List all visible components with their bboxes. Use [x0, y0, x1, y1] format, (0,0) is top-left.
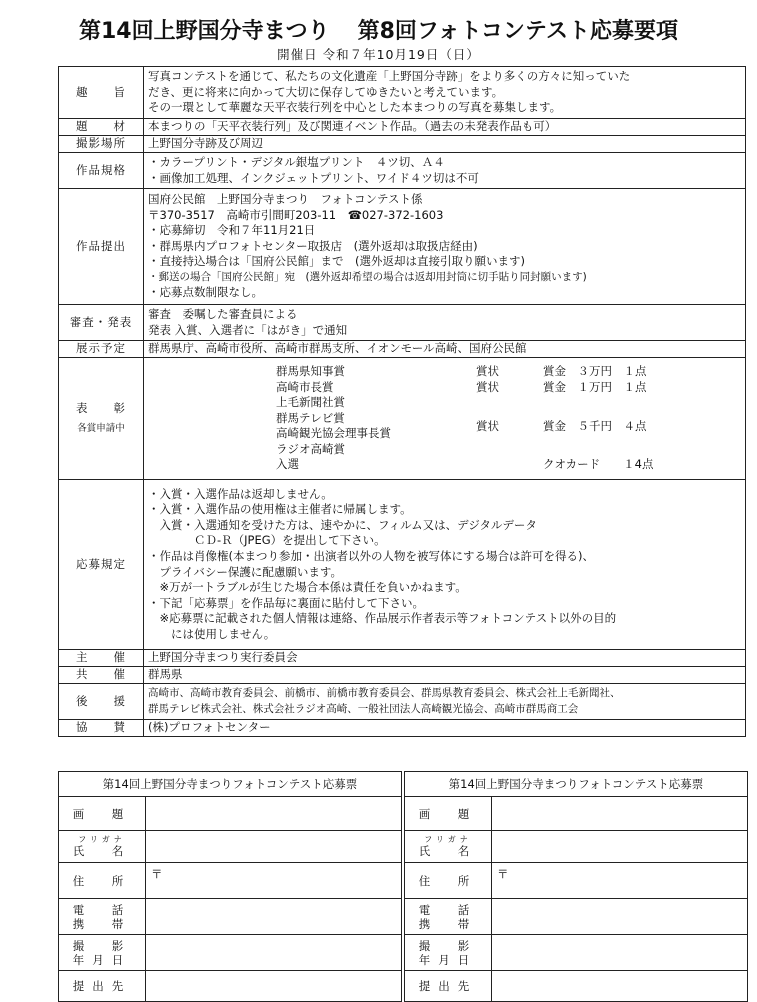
field-title-input[interactable] [492, 797, 748, 831]
submission-line: ・応募締切 令和７年11月21日 [148, 223, 316, 238]
award-prize: 賞金 ３万円 １点 [543, 363, 647, 378]
judging-line: 発表 入賞、入選者に「はがき」で通知 [148, 322, 348, 337]
label-exhibition: 展示予定 [59, 341, 144, 358]
award-row [148, 395, 741, 457]
rules-line: ・入賞・入選作品の使用権は主催者に帰属します。 [148, 502, 412, 517]
award-name: 入選 [276, 457, 299, 472]
co-organizer-text: 群馬県 [144, 667, 746, 684]
guidelines-table [58, 66, 746, 737]
award-type: 賞状 [476, 379, 499, 394]
form-fields [405, 796, 747, 1001]
entry-form-right [404, 771, 748, 1002]
field-address-input[interactable] [146, 863, 402, 899]
award-type: 賞状 [476, 363, 499, 378]
rules-line: ・作品は肖像権(本まつり参加・出演者以外の人物を被写体にする場合は許可を得る)、 [148, 548, 594, 563]
label-purpose: 趣 旨 [59, 67, 144, 119]
submission-line: ・群馬県内プロフォトセンター取扱店 (選外返却は取扱店経由) [148, 238, 478, 253]
label-text: 撮 影 [418, 938, 478, 953]
rules-line: には使用しません。 [148, 626, 276, 641]
submission-line: ・直接持込場合は「国府公民館」まで (選外返却は直接引取り願います) [148, 254, 525, 269]
rules-line: ・下記「応募票」を作品毎に裏面に貼付して下さい。 [148, 595, 424, 610]
label-format: 作品規格 [59, 153, 144, 189]
format-text [144, 153, 746, 189]
judging-line: 審査 委嘱した審査員による [148, 306, 298, 321]
support-text [144, 684, 746, 720]
award-type [476, 457, 543, 473]
label-organizer: 主 催 [59, 650, 144, 667]
subject-text: 本まつりの「天平衣装行列」及び関連イベント作品。（過去の未発表作品も可） [144, 119, 746, 136]
title-contest: 第8回フォトコンテスト応募要項 [357, 19, 679, 44]
rules-text [144, 480, 746, 650]
label-text: 電 話 [418, 902, 478, 917]
award-prize: クオカード １4点 [543, 457, 654, 472]
label-text: 氏 名 [418, 844, 478, 858]
award-prize: 賞金 １万円 １点 [543, 379, 647, 394]
label-text: 携 帯 [418, 916, 478, 931]
purpose-line: その一環として華麗な天平衣装行列を中心とした本まつりの写真を募集します。 [148, 100, 562, 115]
field-label-shoot-date [59, 935, 146, 971]
awards-label: 表 彰 [76, 400, 126, 415]
format-line: ・画像加工処理、インクジェットプリント、ワイド４ツ切は不可 [148, 170, 479, 185]
label-awards [59, 358, 144, 480]
award-name: 高崎市長賞 [276, 379, 334, 394]
postal-mark-icon: 〒 [151, 867, 163, 881]
rules-line: ＣＤ-Ｒ（JPEG）を提出して下さい。 [148, 533, 386, 548]
label-text: 住 所 [72, 873, 132, 888]
label-co-organizer: 共 催 [59, 667, 144, 684]
label-text: 電 話 [72, 902, 132, 917]
award-name: 群馬テレビ賞 [276, 410, 345, 425]
award-names [276, 395, 476, 457]
entry-form-left [58, 771, 402, 1002]
label-support: 後 援 [59, 684, 144, 720]
purpose-line: 写真コンテストを通じて、私たちの文化遺産「上野国分寺跡」をより多くの方々に知っていた [148, 69, 631, 84]
label-text: 年月日 [418, 952, 478, 967]
furigana-label: フリガナ [424, 835, 472, 844]
field-label-name [405, 831, 492, 863]
field-label-submit-to [59, 971, 146, 1001]
submission-line: ・応募点数制限なし。 [148, 285, 263, 300]
awards-cell [144, 358, 746, 480]
location-text: 上野国分寺跡及び周辺 [144, 136, 746, 153]
submission-line: ・郵送の場合「国府公民館」宛 (選外返却希望の場合は返却用封筒に切手貼り同封願います) [148, 270, 587, 283]
awards-sublabel: 各賞申請中 [77, 422, 125, 434]
page-title [0, 14, 757, 45]
furigana-label: フリガナ [78, 835, 126, 844]
exhibition-text: 群馬県庁、高崎市役所、高崎市群馬支所、イオンモール高崎、国府公民館 [144, 341, 746, 358]
organizer-text: 上野国分寺まつり実行委員会 [144, 650, 746, 667]
field-label-address [405, 863, 492, 899]
rules-line: 入賞・入選通知を受けた方は、速やかに、フィルム又は、デジタルデータ [148, 517, 537, 532]
field-label-address [59, 863, 146, 899]
judging-text [144, 305, 746, 341]
rules-line: ※万が一トラブルが生じた場合本係は責任を負いかねます。 [148, 580, 467, 595]
rules-line: プライバシー保護に配慮願います。 [148, 564, 343, 579]
field-name-input[interactable] [492, 831, 748, 863]
award-type: 賞状 [476, 418, 499, 433]
field-label-phone [59, 899, 146, 935]
label-text: 提出先 [72, 978, 132, 993]
submission-text [144, 189, 746, 305]
sponsor-text: (株)プロフォトセンター [144, 720, 746, 737]
field-submit-to-input[interactable] [146, 971, 402, 1001]
award-name: ラジオ高崎賞 [276, 441, 345, 456]
label-sponsor: 協 賛 [59, 720, 144, 737]
field-shoot-date-input[interactable] [492, 935, 748, 971]
label-subject: 題 材 [59, 119, 144, 136]
field-label-submit-to [405, 971, 492, 1001]
field-name-input[interactable] [146, 831, 402, 863]
award-row [148, 457, 741, 473]
purpose-line: だき、更に将来に向かって大切に保存してゆきたいと考えています。 [148, 84, 504, 99]
submission-line: 国府公民館 上野国分寺まつり フォトコンテスト係 [148, 191, 423, 206]
field-shoot-date-input[interactable] [146, 935, 402, 971]
field-submit-to-input[interactable] [492, 971, 748, 1001]
form-title: 第14回上野国分寺まつりフォトコンテスト応募票 [448, 777, 704, 791]
postal-mark-icon: 〒 [497, 867, 509, 881]
submission-address: 〒370-3517 高崎市引間町203-11 ☎027-372-1603 [148, 207, 444, 222]
label-text: 提出先 [418, 978, 478, 993]
field-title-input[interactable] [146, 797, 402, 831]
label-text: 画 題 [418, 806, 478, 821]
form-fields [59, 796, 401, 1001]
label-text: 年月日 [72, 952, 132, 967]
award-prize: 賞金 ５千円 ４点 [543, 418, 647, 433]
field-label-title [59, 797, 146, 831]
event-date: 開催日 令和７年10月19日（日） [277, 47, 480, 62]
label-submission: 作品提出 [59, 189, 144, 305]
format-line: ・カラープリント・デジタル銀塩プリント ４ツ切、Ａ４ [148, 154, 445, 169]
label-text: 携 帯 [72, 916, 132, 931]
label-text: 住 所 [418, 873, 478, 888]
field-label-title [405, 797, 492, 831]
purpose-text [144, 67, 746, 119]
label-text: 撮 影 [72, 938, 132, 953]
award-name: 上毛新聞社賞 [276, 395, 345, 410]
support-line: 高崎市、高崎市教育委員会、前橋市、前橋市教育委員会、群馬県教育委員会、株式会社上毛新聞社、 [148, 686, 621, 699]
support-line: 群馬テレビ株式会社、株式会社ラジオ高崎、一般社団法人高崎観光協会、高崎市群馬商工会 [148, 702, 579, 715]
awards-table [148, 364, 741, 473]
label-judging: 審査・発表 [59, 305, 144, 341]
award-row [148, 380, 741, 396]
field-address-input[interactable] [492, 863, 748, 899]
field-label-shoot-date [405, 935, 492, 971]
label-text: 画 題 [72, 806, 132, 821]
label-text: 氏 名 [72, 844, 132, 858]
form-title: 第14回上野国分寺まつりフォトコンテスト応募票 [102, 777, 358, 791]
award-name: 群馬県知事賞 [276, 363, 345, 378]
award-name: 高崎観光協会理事長賞 [276, 426, 391, 441]
title-festival: 第14回上野国分寺まつり [78, 19, 330, 44]
rules-line: ・入賞・入選作品は返却しません。 [148, 486, 333, 501]
field-phone-input[interactable] [492, 899, 748, 935]
rules-line: ※応募票に記載された個人情報は連絡、作品展示作者表示等フォトコンテスト以外の目的 [148, 611, 617, 626]
field-label-name [59, 831, 146, 863]
label-location: 撮影場所 [59, 136, 144, 153]
label-rules: 応募規定 [59, 480, 144, 650]
field-label-phone [405, 899, 492, 935]
field-phone-input[interactable] [146, 899, 402, 935]
award-row [148, 364, 741, 380]
